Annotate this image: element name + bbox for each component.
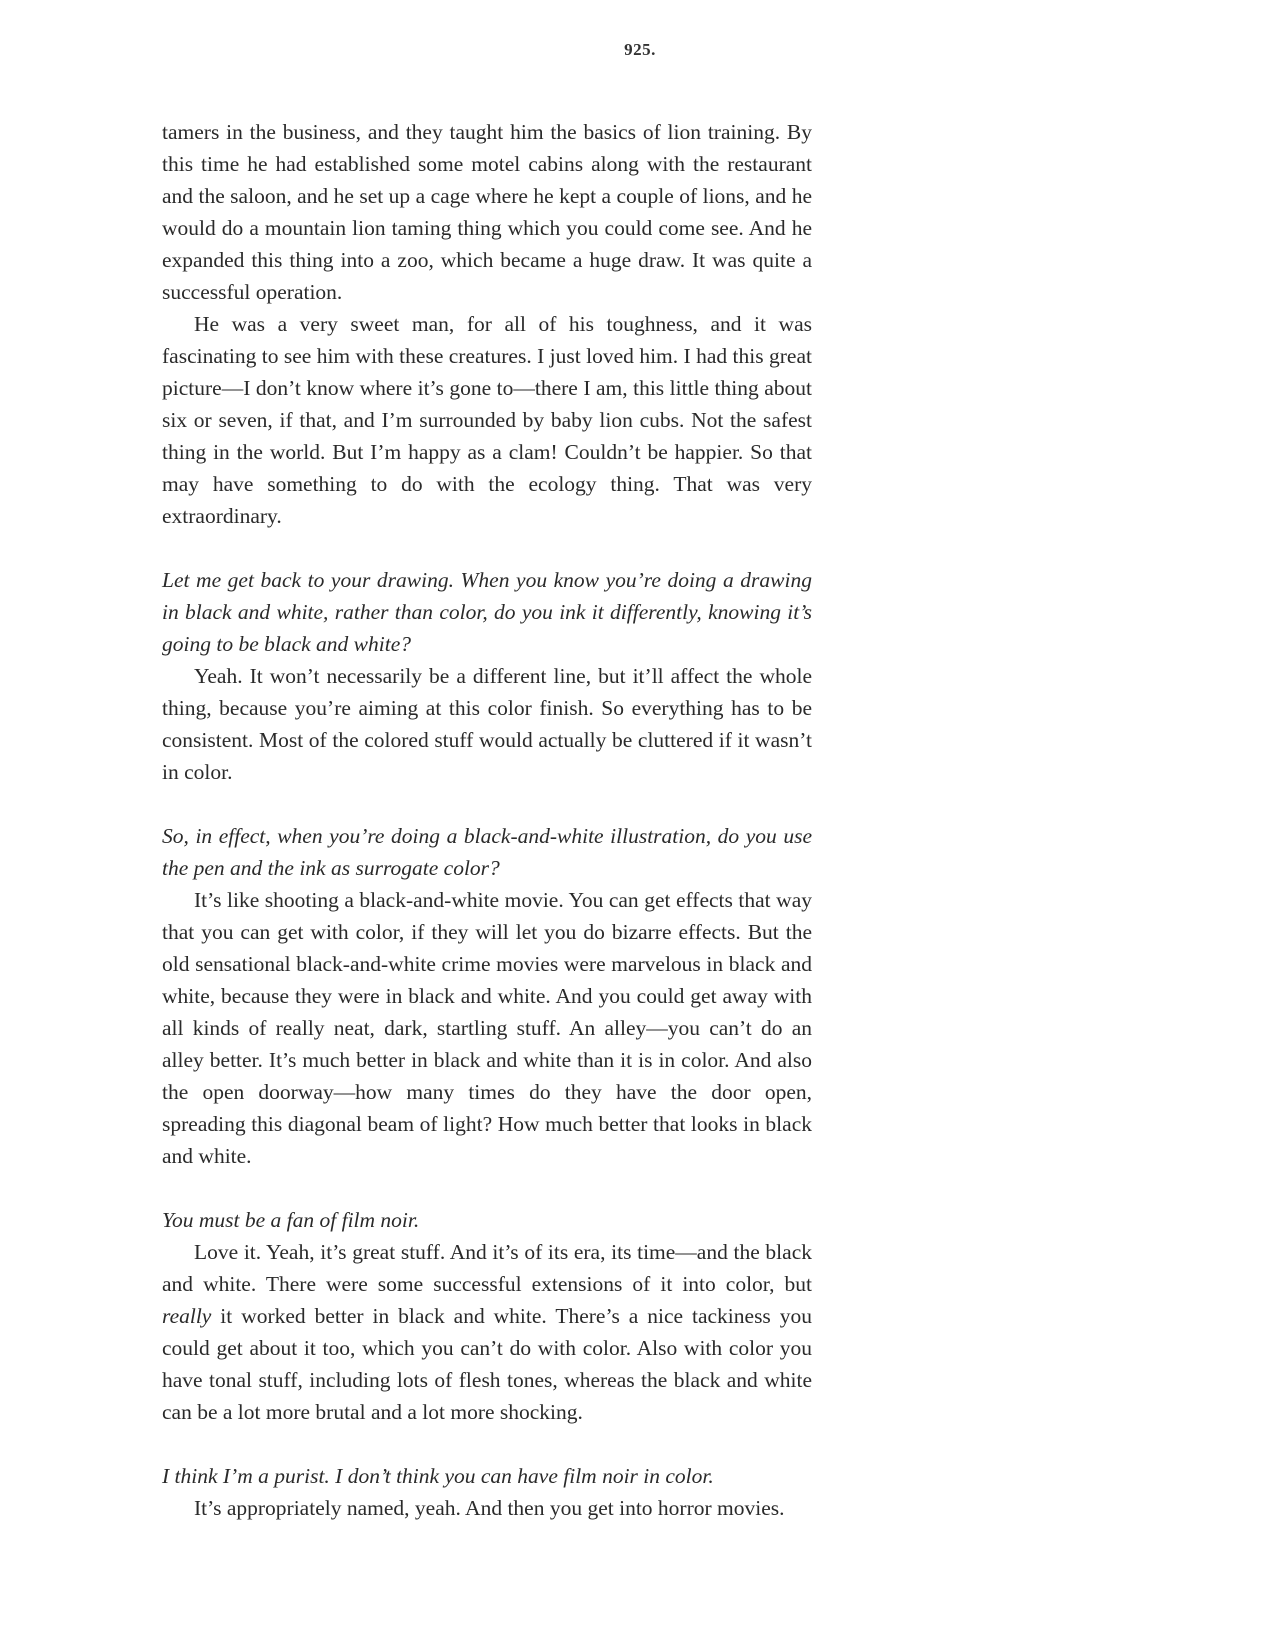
body-text xyxy=(162,116,812,1524)
interview-question: Let me get back to your drawing. When you know you’re doing a drawing in black and white, rather than color, do you ink it differently, knowing it’s going to be black and white? xyxy=(162,568,812,656)
emphasized-word: really xyxy=(162,1304,212,1328)
interview-question: So, in effect, when you’re doing a black-and-white illustration, do you use the pen and the ink as surrogate color? xyxy=(162,824,812,880)
interview-question: You must be a fan of film noir. xyxy=(162,1208,420,1232)
interview-question: I think I’m a purist. I don’t think you can have film noir in color. xyxy=(162,1464,714,1488)
answer-text-before: Love it. Yeah, it’s great stuff. And it’s of its era, its time—and the black and white. There were some successful extensions of it into color, but xyxy=(162,1240,812,1296)
paragraph-continuation: tamers in the business, and they taught him the basics of lion training. By this time he had established some motel cabins along with the restaurant and the saloon, and he set up a cage where he kept a couple of lions, and he would do a mountain lion taming thing which you could come see. And he expanded this thing into a zoo, which became a huge draw. It was quite a successful operation. xyxy=(162,120,812,304)
answer-paragraph: It’s like shooting a black-and-white movie. You can get effects that way that you can get with color, if they will let you do bizarre effects. But the old sensational black-and-white crime movies were marvelous in black and white, because they were in black and white. And you could get away with all kinds of really neat, dark, startling stuff. An alley—you can’t do an alley better. It’s much better in black and white than it is in color. And also the open doorway—how many times do they have the door open, spreading this diagonal beam of light? How much better that looks in black and white. xyxy=(162,888,812,1168)
page-number: 925. xyxy=(624,40,656,59)
answer-paragraph: It’s appropriately named, yeah. And then you get into horror movies. xyxy=(194,1496,785,1520)
answer-paragraph xyxy=(162,1236,812,1428)
answer-text-after: it worked better in black and white. There’s a nice tackiness you could get about it too, which you can’t do with color. Also with color you have tonal stuff, including lots of flesh tones, whereas the black and white can be a lot more brutal and a lot more shocking. xyxy=(162,1304,812,1424)
answer-paragraph: Yeah. It won’t necessarily be a different line, but it’ll affect the whole thing, because you’re aiming at this color finish. So everything has to be consistent. Most of the colored stuff would actually be cluttered if it wasn’t in color. xyxy=(162,664,812,784)
answer-paragraph: He was a very sweet man, for all of his toughness, and it was fascinating to see him with these creatures. I just loved him. I had this great picture—I don’t know where it’s gone to—there I am, this little thing about six or seven, if that, and I’m surrounded by baby lion cubs. Not the safest thing in the world. But I’m happy as a clam! Couldn’t be happier. So that may have something to do with the ecology thing. That was very extraordinary. xyxy=(162,312,812,528)
